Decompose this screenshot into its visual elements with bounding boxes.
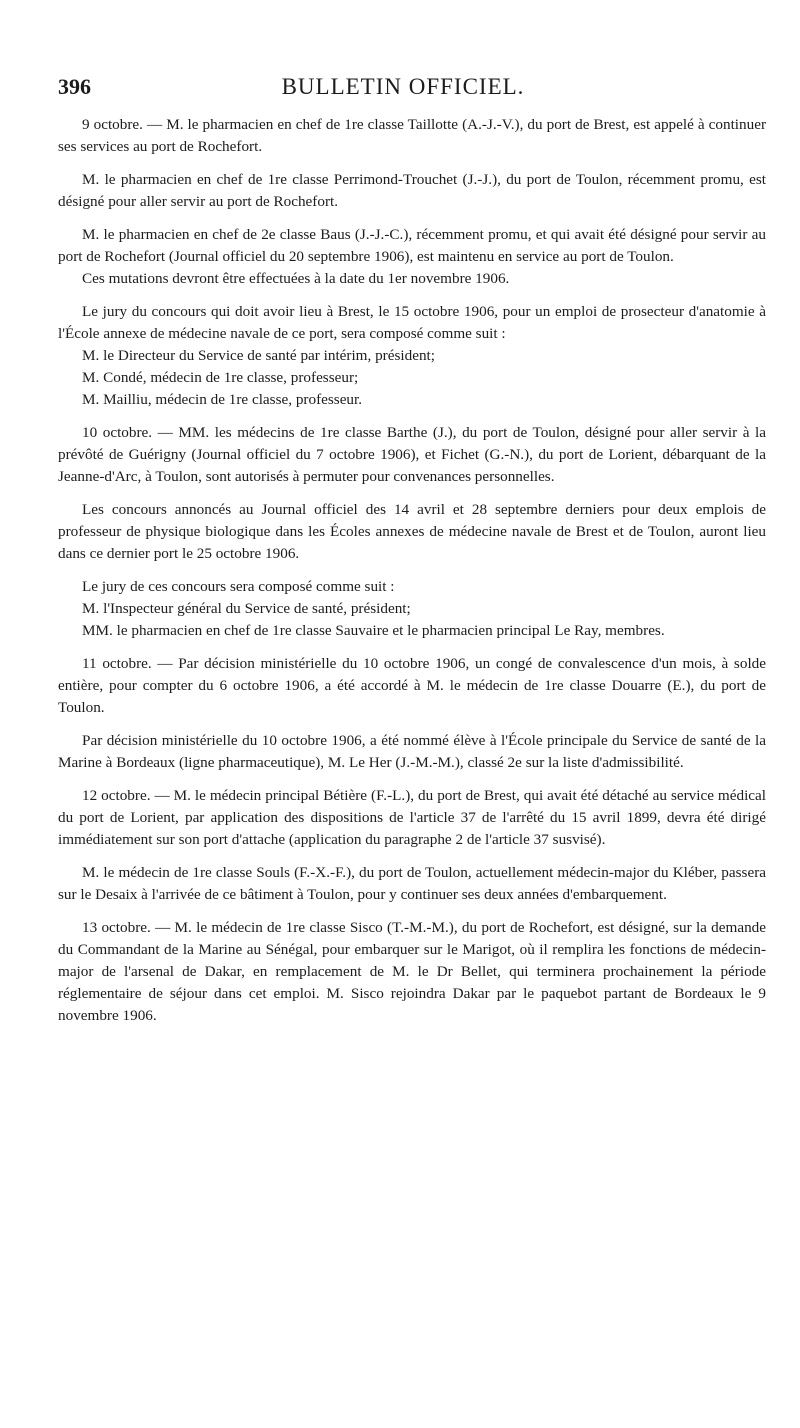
- page-header: [58, 74, 748, 102]
- paragraph: M. le pharmacien en chef de 2e classe Baus (J.-J.-C.), récemment promu, et qui avait été désigné pour servir au port de Rochefort (Journal officiel du 20 septembre 1906), est maintenu en service au port de Toulon.: [58, 226, 766, 265]
- paragraph: 12 octobre. — M. le médecin principal Bétière (F.-L.), du port de Brest, qui avait été détaché au service médical du port de Lorient, par application des dispositions de l'article 37 de l'arrêté du 15 avril 1899, devra été dirigé immédiatement sur son port d'attache (application du paragraphe 2 de l'article 37 susvisé).: [58, 787, 766, 848]
- paragraph: 13 octobre. — M. le médecin de 1re classe Sisco (T.-M.-M.), du port de Rochefort, est désigné, sur la demande du Commandant de la Marine au Sénégal, pour embarquer sur le Marigot, où il remplira les fonctions de médecin-major de l'arsenal de Dakar, en remplacement de M. le Dr Bellet, qui terminera prochainement la période réglementaire de séjour dans cet emploi. M. Sisco rejoindra Dakar par le paquebot partant de Bordeaux le 9 novembre 1906.: [58, 919, 766, 1024]
- paragraph: M. le pharmacien en chef de 1re classe Perrimond-Trouchet (J.-J.), du port de Toulon, récemment promu, est désigné pour aller servir au port de Rochefort.: [58, 171, 766, 210]
- paragraph: MM. le pharmacien en chef de 1re classe Sauvaire et le pharmacien principal Le Ray, membres.: [82, 622, 665, 639]
- paragraph: M. Mailliu, médecin de 1re classe, professeur.: [82, 391, 363, 408]
- paragraph: 10 octobre. — MM. les médecins de 1re classe Barthe (J.), du port de Toulon, désigné pour aller servir à la prévôté de Guérigny (Journal officiel du 7 octobre 1906), et Fichet (G.-N.), du port de Lorient, débarquant de la Jeanne-d'Arc, à Toulon, sont autorisés à permuter pour convenances personnelles.: [58, 424, 766, 485]
- running-title: BULLETIN OFFICIEL.: [281, 74, 525, 99]
- paragraph: 11 octobre. — Par décision ministérielle du 10 octobre 1906, un congé de convalescence d'un mois, à solde entière, pour compter du 6 octobre 1906, a été accordé à M. le médecin de 1re classe Douarre (E.), du port de Toulon.: [58, 655, 766, 716]
- paragraph: 9 octobre. — M. le pharmacien en chef de 1re classe Taillotte (A.-J.-V.), du port de Brest, est appelé à continuer ses services au port de Rochefort.: [58, 116, 766, 155]
- paragraph: M. le médecin de 1re classe Souls (F.-X.-F.), du port de Toulon, actuellement médecin-major du Kléber, passera sur le Desaix à l'arrivée de ce bâtiment à Toulon, pour y continuer ses deux années d'embarquement.: [58, 864, 766, 903]
- document-body: [58, 114, 766, 1027]
- page-number: 396: [58, 74, 91, 99]
- paragraph: Le jury du concours qui doit avoir lieu à Brest, le 15 octobre 1906, pour un emploi de prosecteur d'anatomie à l'École annexe de médecine navale de ce port, sera composé comme suit :: [58, 303, 766, 342]
- paragraph: Ces mutations devront être effectuées à la date du 1er novembre 1906.: [82, 270, 510, 287]
- paragraph: M. Condé, médecin de 1re classe, professeur;: [82, 369, 359, 386]
- paragraph: Les concours annoncés au Journal officiel des 14 avril et 28 septembre derniers pour deux emplois de professeur de physique biologique dans les Écoles annexes de médecine navale de Brest et de Toulon, auront lieu dans ce dernier port le 25 octobre 1906.: [58, 501, 766, 562]
- paragraph: Le jury de ces concours sera composé comme suit :: [82, 578, 395, 595]
- paragraph: Par décision ministérielle du 10 octobre 1906, a été nommé élève à l'École principale du Service de santé de la Marine à Bordeaux (ligne pharmaceutique), M. Le Her (J.-M.-M.), classé 2e sur la liste d'admissibilité.: [58, 732, 766, 771]
- paragraph: M. le Directeur du Service de santé par intérim, président;: [82, 347, 435, 364]
- paragraph: M. l'Inspecteur général du Service de santé, président;: [82, 600, 411, 617]
